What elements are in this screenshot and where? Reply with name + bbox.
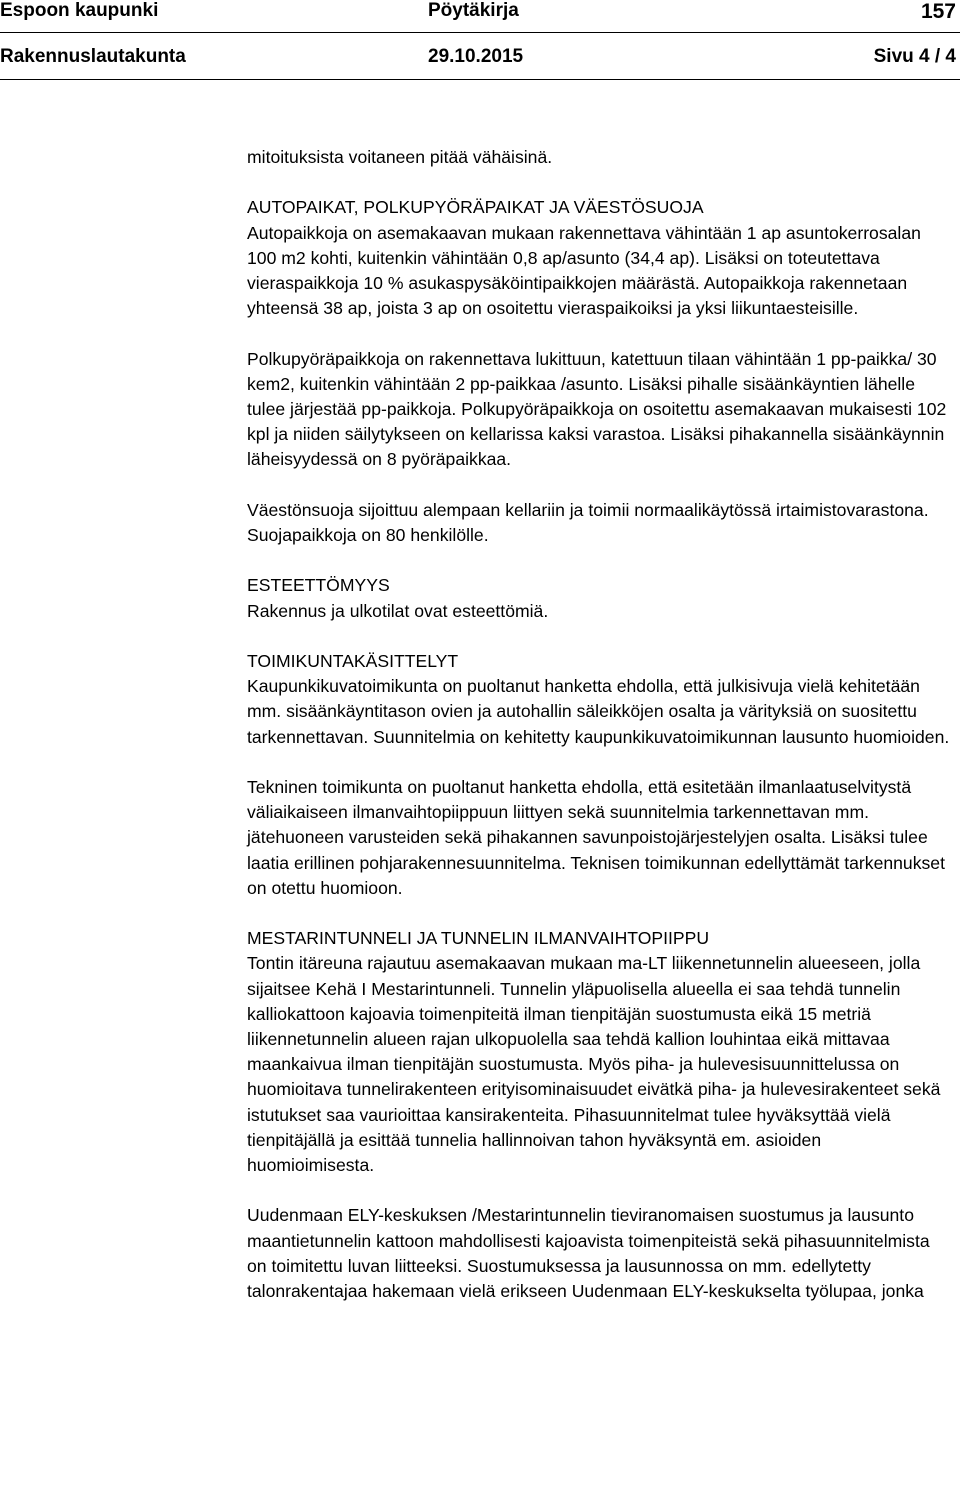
header-divider-top [0,32,960,33]
committees-heading: TOIMIKUNTAKÄSITTELYT [247,650,459,671]
accessibility-section [247,573,953,623]
document-type: Pöytäkirja [428,0,519,21]
committees-paragraph-technical: Tekninen toimikunta on puoltanut hanketta ehdolla, että esitetään ilmanlaatuselvitystä väliaikaiseen ilmanvaihtopiippuun liittyen sekä suunnitelmia tarkennettavan mm. jätehuoneen varusteiden sekä pihakannen savunpoistojärjestelyjen osalta. Lisäksi tulee laatia erillinen pohjarakennesuunnitelma. Teknisen toimikunnan edellyttämät tarkennukset on otettu huomioon. [247,776,945,898]
parking-paragraph-shelter: Väestönsuoja sijoittuu alempaan kellariin ja toimii normaalikäytössä irtaimistovarastona. Suojapaikkoja on 80 henkilölle. [247,499,929,545]
meeting-date: 29.10.2015 [428,46,524,67]
header-row-bottom [0,46,960,80]
organization-name: Espoon kaupunki [0,0,159,21]
parking-heading: AUTOPAIKAT, POLKUPYÖRÄPAIKAT JA VÄESTÖSUOJA [247,197,704,218]
board-name: Rakennuslautakunta [0,46,186,67]
intro-paragraph: mitoituksista voitaneen pitää vähäisinä. [247,147,553,167]
document-header [0,0,960,80]
document-body [247,145,953,1304]
page-number: 157 [920,0,956,23]
parking-section [247,195,953,321]
header-divider-bottom [0,79,960,80]
tunnel-paragraph-restrictions: Tontin itäreuna rajautuu asemakaavan mukaan ma-LT liikennetunnelin alueeseen, jolla sijaitsee Kehä I Mestarintunneli. Tunnelin yläpuolisella alueella ei saa tehdä tunnelin kalliokattoon kajoavia toimenpiteitä ilman tienpitäjän suostumusta eikä 15 metriä liikennetunnelin alueen rajan ulkopuolella saa tehdä kallion louhintaa eikä mittavaa maankaivua ilman tienpitäjän suostumusta. Myös piha- ja hulevesisuunnittelussa on huomioitava tunnelirakenteen erityisominaisuudet eivätkä piha- ja hulevesirakenteet sekä istutukset saa vaurioittaa kansirakenteita. Pihasuunnitelmat tulee hyväksyttää vielä tienpitäjällä ja esittää tunnelia hallinnoivan tahon hyväksyntä em. asioiden huomioimisesta. [247,953,941,1176]
page-info: Sivu 4 / 4 [873,46,956,67]
tunnel-paragraph-ely: Uudenmaan ELY-keskuksen /Mestarintunnelin tieviranomaisen suostumus ja lausunto maantietunnelin kattoon mahdollisesti kajoavista toimenpiteistä sekä pihasuunnitelmista on toimitettu luvan liitteeksi. Suostumuksessa ja lausunnossa on mm. edellytetty talonrakentajaa hakemaan vielä erikseen Uudenmaan ELY-keskukselta työlupaa, jonka [247,1205,930,1302]
tunnel-section [247,926,953,1178]
tunnel-heading: MESTARINTUNNELI JA TUNNELIN ILMANVAIHTOPIIPPU [247,928,710,949]
header-row-top [0,0,960,34]
parking-paragraph-cars: Autopaikkoja on asemakaavan mukaan rakennettava vähintään 1 ap asuntokerrosalan 100 m2 kohti, kuitenkin vähintään 0,8 ap/asunto (34,4 ap). Lisäksi on toteutettava vieraspaikkoja 10 % asukaspysäköintipaikkojen määrästä. Autopaikkoja rakennetaan yhteensä 38 ap, joista 3 ap on osoitettu vieraspaikoiksi ja yksi liikuntaesteisille. [247,222,921,319]
parking-paragraph-bicycles: Polkupyöräpaikkoja on rakennettava lukittuun, katettuun tilaan vähintään 1 pp-paikka/ 30 kem2, kuitenkin vähintään 2 pp-paikkaa /asunto. Lisäksi pihalle sisäänkäyntien lähelle tulee järjestää pp-paikkoja. Polkupyöräpaikkoja on osoitettu asemakaavan mukaisesti 102 kpl ja niiden säilytykseen on kellarissa kaksi varastoa. Lisäksi pihakannella sisäänkäynnin läheisyydessä on 8 pyöräpaikkaa. [247,348,947,470]
committees-paragraph-cityscape: Kaupunkikuvatoimikunta on puoltanut hanketta ehdolla, että julkisivuja vielä kehitetään mm. sisäänkäyntitason ovien ja autohallin säleikköjen osalta ja värityksiä on suositettu tarkennettavan. Suunnitelmia on kehitetty kaupunkikuvatoimikunnan lausunto huomioiden. [247,676,950,747]
committees-section [247,649,953,750]
accessibility-heading: ESTEETTÖMYYS [247,575,390,596]
accessibility-paragraph: Rakennus ja ulkotilat ovat esteettömiä. [247,600,549,621]
